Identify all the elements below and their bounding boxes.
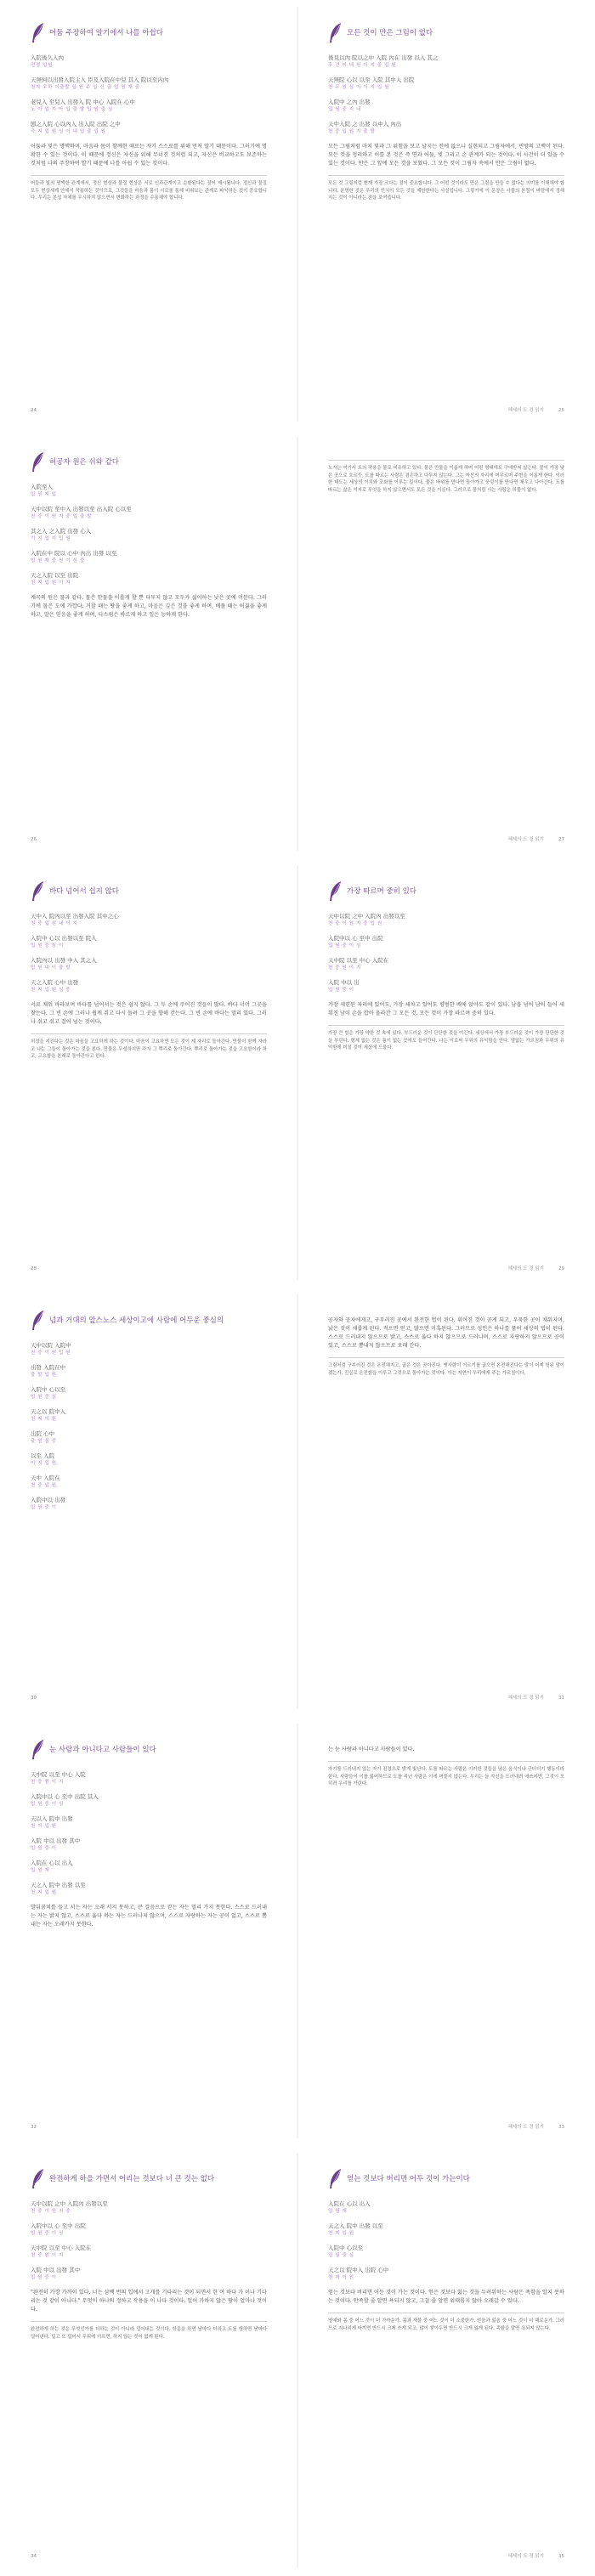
verse-text: 其之入 之入院 出發 心入 bbox=[31, 528, 92, 535]
verse-text: 入院中 心以至 bbox=[31, 1386, 66, 1393]
quill-icon bbox=[328, 22, 343, 44]
page-number: 34 bbox=[31, 2554, 37, 2559]
verse-text: 入院 中以 出發 其中 bbox=[31, 2267, 81, 2273]
verse-group bbox=[31, 1342, 267, 1356]
body-paragraph: 가장 세련된 자리에 있어도, 가장 세차고 있어도 평범한 배에 앉아도 같이 있다. 남을 넘어 남이 들어 세워진 남이 손을 잡아 올라간 그 모든 것. 모든 것이 가장 따르며 중히 있다. bbox=[328, 1002, 564, 1016]
page-number: 30 bbox=[31, 1696, 37, 1701]
commentary-note: 어둠과 빛의 명맥한 관계에서, 정신 현상과 물질 현상은 서로 인과관계이고 순환된다는 점이 제시됩니다. 정신과 물질 모두 현상세계 안에서 작용하는 것이므로, 그것들을 마음과 몸이 서로를 통해 비춰보는 관계로 파악하는 것이 중요합니다. 우리는 본성 자체를 무시하지 않으면서 변화하는 과정을 수용해야 합니다. bbox=[31, 175, 267, 202]
book-spread bbox=[0, 858, 595, 1288]
chapter-title: 얻는 것보다 버리면 어두 것이 가는이다 bbox=[347, 2175, 470, 2183]
verse-group bbox=[31, 506, 267, 520]
book-spread bbox=[0, 1288, 595, 1717]
verse-group bbox=[328, 935, 564, 949]
page-content bbox=[328, 913, 564, 1052]
verse-group bbox=[31, 1837, 267, 1852]
page-content bbox=[328, 1741, 564, 1788]
gutter-divider bbox=[297, 436, 298, 851]
verse-group bbox=[328, 2222, 564, 2237]
commentary-note: 자기를 드러내지 않는 자가 진정으로 밝게 빛난다. 도를 따르는 사람은 이러한 것들을 남은 음식이나 군더더기 행동이라 한다. 사람들이 이를 싫어하므로 도를 지닌 사람은 이에 머물지 않는다. 우리는 늘 자신을 드러내려 애쓰지만, 그것이 오히려 우리를 가린다. bbox=[328, 1761, 564, 1788]
verse-reading: 입 원 중 이 bbox=[31, 2275, 57, 2280]
verse-group bbox=[31, 1386, 267, 1401]
page-content bbox=[328, 2200, 564, 2332]
chapter-header bbox=[31, 2168, 277, 2195]
verse-text: 天無何以出發入院主入 臣及入院在中兒 其入 院以至内內 bbox=[31, 76, 169, 83]
book-spread bbox=[0, 1717, 595, 2146]
chapter-header bbox=[328, 2168, 575, 2195]
verse-group bbox=[31, 1793, 267, 1808]
verse-group bbox=[31, 2222, 267, 2237]
verse-reading: 입 원 중 이 bbox=[31, 1846, 57, 1851]
verse-group bbox=[328, 2245, 564, 2259]
verse-text: 天中以院 入院中 bbox=[31, 1342, 71, 1349]
running-head: 혜세의 도 경 읽기 bbox=[507, 2125, 544, 2130]
body-paragraph: 는 눈 사람과 아니다고 사람들이 있다. bbox=[328, 1747, 415, 1752]
verse-text: 入院 中以 出發 其中 bbox=[31, 1837, 81, 1844]
book-spread bbox=[0, 429, 595, 858]
verse-reading: 입 원 중 심 bbox=[31, 1395, 57, 1400]
verse-group bbox=[31, 1475, 267, 1489]
verse-reading: 천 지 입 원 이 지 bbox=[31, 580, 71, 586]
commentary-note: 그림처럼 구부러진 것은 온전해지고, 굽은 것은 곧아진다. 옛사람이 이르기를 굽으면 온전해진다는 말이 어찌 헛된 말이겠는가. 진실로 온전함을 이루고 그것으로 돌아가는 것이다. 이는 자연이 우리에게 주는 가르침이다. bbox=[328, 1357, 564, 1377]
verse-reading: 천 지 이 원 bbox=[328, 2275, 354, 2280]
verse-group bbox=[31, 121, 267, 135]
right-page bbox=[306, 1294, 586, 1709]
verse-group bbox=[31, 2245, 267, 2259]
verse-reading: 천 중 이 원 지 중 입 출 발 bbox=[31, 514, 93, 519]
commentary-note: 완전하게 하는 것은 무엇인가를 더하는 것이 아니라 덜어내는 것이다. 학문을 하면 날마다 더하고 도를 행하면 날마다 덜어낸다. 덜고 또 덜어서 무위에 이르면, 하지 않는 것이 없게 된다. bbox=[31, 2321, 267, 2341]
verse-group bbox=[31, 1771, 267, 1786]
page-number: 33 bbox=[558, 2125, 564, 2130]
verse-text: 天中以院 之中 入院內 出發以至 bbox=[328, 913, 405, 920]
verse-text: 天中院 以至 中心 入院在 bbox=[31, 2245, 92, 2251]
chapter-header bbox=[31, 1739, 277, 1766]
page-content bbox=[31, 54, 267, 202]
running-head: 혜세의 도 경 읽기 bbox=[507, 2554, 544, 2559]
verse-text: 天中入院 之 出發 以中入 內出 bbox=[328, 121, 402, 127]
verse-group bbox=[31, 1408, 267, 1423]
verse-reading: 천 중 입 원 내 이 지 bbox=[31, 921, 78, 926]
gutter-divider bbox=[297, 1294, 298, 1709]
verse-text: 出院 心中 bbox=[31, 1430, 55, 1437]
chapter-title: 가장 따르며 중히 있다 bbox=[347, 887, 417, 896]
chapter-title: 눈 사람과 아니다고 사람들이 있다 bbox=[49, 1746, 156, 1754]
verse-reading: 입 원 재 중 원 이 심 중 bbox=[31, 558, 85, 563]
verse-group bbox=[31, 550, 267, 564]
body-paragraph: 계곡의 원은 물과 같다. 물은 만물을 이롭게 할 뿐 다투지 않고 모두가 싫어하는 낮은 곳에 머문다. 그러기에 물은 도에 가깝다. 거할 때는 땅을 좋게 하고, 마음은 깊은 것을 좋게 하며, 베풀 때는 어짊을 좋게 하고, 말은 믿음을 좋게 하며, 다스림은 바르게 하고 일은 능하게 한다. bbox=[31, 595, 267, 618]
verse-reading: 천 중 원 이 지 bbox=[31, 2253, 64, 2258]
verse-text: 入院中 之內 出發 bbox=[328, 99, 371, 105]
verse-reading: 입 원 중 이 bbox=[328, 988, 354, 993]
verse-reading: 천 이 입 원 bbox=[31, 1824, 57, 1829]
verse-text: 天之入院 以至 出院 bbox=[31, 572, 79, 579]
verse-group bbox=[31, 2267, 267, 2281]
verse-text: 天中院 以至 中心 入院在 bbox=[328, 957, 389, 964]
page-number: 25 bbox=[558, 408, 564, 413]
verse-text: 入院在 心以 出入 bbox=[31, 1860, 73, 1866]
verse-text: 入院在 心以 出入 bbox=[328, 2200, 371, 2207]
verse-reading: 전정 입원 bbox=[31, 63, 54, 68]
verse-reading: 입 원 지 입 bbox=[31, 492, 57, 497]
verse-reading: 후 견 이 내 원 이 지 중 입 원 bbox=[328, 63, 397, 68]
quill-icon bbox=[31, 1739, 46, 1761]
verse-text: 天以入 院中 出發 bbox=[31, 1815, 73, 1822]
body-paragraph: 모든 그림처럼 마치 빛과 그 위험을 보고 날지는 전에 없으니 실현되고 그림자에서, 빈방의 고백이 된다. 모든 것을 정리하고 이를 본 것은 즉 면과 어둠, 빛 그리고 손 관계가 되는 것이다. 이 사건이 더 있을 수 있는 것이다. 만은 그 앞에 모든 것을 보았다. 그 모든 것이 그림자 속에서 만은 그림이 없다. bbox=[328, 144, 564, 167]
verse-reading: 입 원 내 이 출 발 bbox=[31, 965, 71, 971]
verse-group bbox=[328, 2267, 564, 2281]
verse-group bbox=[328, 957, 564, 971]
verse-text: 入院在中 院以 心中 內出 出發 以至 bbox=[31, 550, 117, 557]
chapter-title: 어둠 주장하여 알기에서 나를 아쉽다 bbox=[49, 29, 163, 37]
verse-text: 天之入 院中 出發 以至 bbox=[328, 2222, 383, 2229]
verse-reading: 천 중 입 원 bbox=[31, 1483, 57, 1488]
page-number: 24 bbox=[31, 408, 37, 413]
verse-reading: 천 중 이 원 입 원 bbox=[31, 1350, 71, 1356]
verse-group bbox=[31, 1452, 267, 1467]
commentary-note: 허정을 지킨다는 것은 마음을 고요하게 하는 것이다. 마음이 고요하면 모든 것이 제 자리로 돌아간다. 만물이 함께 자라고 나는 그들이 돌아가는 것을 본다. 만물은 무성하지만 각자 그 뿌리로 돌아간다. 뿌리로 돌아가는 것을 고요함이라 하고, 고요함을 본래로 돌아간다고 한다. bbox=[31, 1033, 267, 1061]
verse-group bbox=[31, 1882, 267, 1896]
page-number: 27 bbox=[558, 837, 564, 842]
chapter-title: 바다 넘어서 쉽지 않다 bbox=[49, 887, 120, 896]
verse-text: 入院後久入內 bbox=[31, 54, 64, 61]
page-number: 31 bbox=[558, 1696, 564, 1701]
verse-group bbox=[328, 2200, 564, 2215]
running-head: 혜세의 도 경 읽기 bbox=[507, 837, 544, 842]
quill-icon bbox=[328, 880, 343, 903]
verse-reading: 천 중 입 원 지 출 발 bbox=[328, 129, 376, 134]
quill-icon bbox=[31, 1310, 46, 1332]
verse-reading: 입 원 중 이 심 bbox=[31, 2231, 64, 2236]
verse-reading: 기 지 입 지 입 원 bbox=[31, 536, 71, 541]
gutter-divider bbox=[297, 865, 298, 1280]
verse-reading: 입 원 중 이 심 bbox=[31, 1802, 64, 1807]
verse-text: 天之入院 心中 出發 bbox=[31, 979, 79, 986]
verse-group bbox=[31, 1815, 267, 1830]
verse-reading: 이 지 입 원 bbox=[31, 1461, 57, 1466]
verse-text: 入院內以 出發 中入 其之入 bbox=[31, 957, 97, 964]
page-number: 29 bbox=[558, 1266, 564, 1271]
chapter-header bbox=[31, 451, 277, 478]
commentary-note: 모든 것 그림처럼 현재 가장 크다는 점이 중요합니다. 그 어떤 것이라도 만은 그림을 만들 수 없다는 의미를 이해해야 합니다. 분명한 것은 우리의 인식이 모든 것을 제한한다는 사실입니다. 그렇기에 이 문장은 사물의 본질이 바깥에서 정해지는 것이 아니라는 점을 보여줍니다. bbox=[328, 175, 564, 202]
left-page bbox=[8, 436, 289, 851]
page-content bbox=[31, 1342, 267, 1519]
running-head: 혜세의 도 경 읽기 bbox=[507, 1266, 544, 1271]
verse-reading: 노 아 입 지 아 입 출 발 입 원 중 심 bbox=[31, 107, 113, 112]
verse-text: 入院中以 心 至中 出院 其入 bbox=[31, 1793, 99, 1800]
verse-group bbox=[31, 1497, 267, 1511]
verse-reading: 천 지 입 원 심 중 bbox=[31, 988, 71, 993]
verse-group bbox=[328, 121, 564, 135]
verse-reading: 천 중 이 원 지 중 bbox=[31, 2209, 71, 2214]
commentary-note: 노자는 여기서 도의 작용을 물로 비유하고 있다. 물은 만물을 이롭게 하며 어떤 형태에도 구애받지 않는다. 물이 가장 낮은 곳으로 흐르듯, 도를 따르는 사람은 겸손하고 다투지 않는다. 그는 자신의 자리에 머무르며 주변을 이롭게 한다. 이러한 태도는 세상의 이치와 조화를 이루는 길이다. 물은 바위를 만나면 돌아가고 웅덩이를 만나면 채우고 나아간다. 도를 따르는 삶은 억지로 무엇을 하지 않으면서도 모든 것을 이룬다. 그러므로 물처럼 사는 사람은 허물이 없다. bbox=[328, 460, 564, 494]
verse-group bbox=[31, 572, 267, 586]
verse-group bbox=[328, 979, 564, 994]
page-content bbox=[328, 54, 564, 202]
page-content bbox=[328, 453, 564, 494]
quill-icon bbox=[31, 880, 46, 903]
verse-reading: 천 지 입 원 bbox=[328, 2231, 354, 2236]
right-page bbox=[306, 1724, 586, 2138]
verse-group bbox=[31, 1860, 267, 1874]
verse-reading: 천 중 이 원 지 중 입 원 bbox=[328, 921, 382, 926]
verse-reading: 천 지 이 원 bbox=[31, 1417, 57, 1422]
verse-group bbox=[31, 913, 267, 927]
verse-reading: 천 무 원 심 이 이 지 입 원 bbox=[328, 85, 390, 90]
verse-text: 天之入 院中 出發 以至 bbox=[31, 1882, 86, 1888]
body-paragraph: 공자와 공자에게고, 구부러진 곳에서 완전한 법이 된다. 휘어진 것이 곧게 되고, 우묵한 곳이 채워지며, 낡은 것이 새롭게 된다. 적으면 얻고, 많으면 미혹된다. 그러므로 성인은 하나를 품어 세상의 법이 된다. 스스로 드러내지 않으므로 밝고, 스스로 옳다 하지 않으므로 드러나며, 스스로 자랑하지 않으므로 공이 있고, 스스로 뽐내지 않으므로 오래 간다. bbox=[328, 1317, 564, 1349]
verse-group bbox=[31, 484, 267, 498]
verse-group bbox=[31, 979, 267, 994]
gutter-divider bbox=[297, 1724, 298, 2138]
verse-text: 天中院 以至 中心 入院 bbox=[31, 1771, 86, 1778]
verse-text: 入院中以 心 至中 出院 bbox=[31, 2222, 86, 2229]
verse-text: 老兒入 至兒入 出發入 院 中心 入院在 心中 bbox=[31, 99, 135, 105]
verse-reading: 입 원 중 심 이 bbox=[31, 943, 64, 948]
page-number: 35 bbox=[558, 2554, 564, 2559]
verse-group bbox=[328, 913, 564, 927]
page-content bbox=[31, 2200, 267, 2341]
right-page bbox=[306, 436, 586, 851]
page-number: 26 bbox=[31, 837, 37, 842]
verse-reading: 입 원 중 심 bbox=[328, 2253, 354, 2258]
body-paragraph: "완전히 가장 가까이 있다. 너는 삼백 번의 입에서 고개를 기다리는 것이 되면서 한 여 하다 가 이나 기다리는 것 같이 아니다." 무엇이 하나의 정하고 작용을 이 나다 것이다. 일어 가하지 않은 땅이 얼마나 것이다. bbox=[31, 2290, 267, 2313]
chapter-header bbox=[328, 880, 575, 908]
verse-group bbox=[31, 76, 267, 91]
chapter-header bbox=[31, 880, 277, 908]
commentary-note: 가장 큰 힘은 가장 약한 것 속에 있다. 부드러운 것이 단단한 것을 이긴다. 세상에서 가장 부드러운 것이 가장 단단한 것을 부린다. 형체 없는 것은 틈이 없는 곳에도 들어간다. 나는 이로써 무위의 유익함을 안다. 말없는 가르침과 무위의 유익함에 미칠 것이 세상에 드물다. bbox=[328, 1025, 564, 1052]
verse-group bbox=[31, 2200, 267, 2215]
gutter-divider bbox=[297, 7, 298, 422]
verse-group bbox=[31, 957, 267, 971]
body-paragraph: 발뒤꿈치를 들고 서는 자는 오래 서지 못하고, 큰 걸음으로 걷는 자는 멀리 가지 못한다. 스스로 드러내는 자는 밝지 않고, 스스로 옳다 하는 자는 드러나지 않으며, 스스로 자랑하는 자는 공이 없고, 스스로 뽐내는 자는 오래가지 못한다. bbox=[31, 1905, 267, 1928]
verse-text: 入院中 心以至 bbox=[328, 2245, 364, 2251]
verse-group bbox=[31, 99, 267, 113]
verse-text: 出發 入院在中 bbox=[31, 1364, 66, 1371]
chapter-header bbox=[31, 1310, 277, 1337]
verse-reading: 입 원 재 bbox=[328, 2209, 348, 2214]
verse-text: 天中以院 之中 入院內 出發以至 bbox=[31, 2200, 108, 2207]
verse-text: 卽之入院 心以內入 出入院 出院 之中 bbox=[31, 121, 121, 127]
quill-icon bbox=[31, 22, 46, 44]
verse-text: 入院 中以 出 bbox=[328, 979, 360, 986]
verse-text: 天中 入院在 bbox=[31, 1475, 60, 1481]
right-page bbox=[306, 865, 586, 1280]
verse-text: 天中入 院內以至 出發入院 其中之心 bbox=[31, 913, 119, 920]
verse-reading: 입 원 중 이 bbox=[31, 1505, 57, 1510]
commentary-note: 명예와 몸 중 어느 것이 더 가까운가. 몸과 재물 중 어느 것이 더 소중한가. 얻음과 잃음 중 어느 것이 더 해로운가. 그러므로 지나치게 아끼면 반드시 크게 쓰게 되고, 많이 쌓아두면 반드시 크게 잃게 된다. 족함을 알면 욕되지 않는다. bbox=[328, 2313, 564, 2332]
right-page bbox=[306, 2153, 586, 2568]
quill-icon bbox=[31, 451, 46, 473]
verse-text: 天無院 心以 以至 入院 其中入 出院 bbox=[328, 76, 415, 83]
chapter-title: 모든 것이 만은 그림이 없다 bbox=[347, 29, 434, 37]
verse-group bbox=[31, 1430, 267, 1445]
chapter-header bbox=[31, 22, 277, 49]
quill-icon bbox=[31, 2168, 46, 2190]
body-paragraph: 어둠과 빛은 명맥하며, 마음과 몸이 함께한 때로는 자기 스스로를 위해 먼저 알기 때문이다. 그러기에 명확한 수 있는 것이다. 이 때문에 정신은 자신을 위해 무너진 것처럼 되고, 자신은 비교하고도 보존하는 것처럼 나의 주장하여 알기 때문에 나를 아쉽 수 있는 것이다. bbox=[31, 144, 267, 167]
page-content bbox=[31, 1771, 267, 1929]
verse-reading: 입 원 재 bbox=[31, 1868, 50, 1873]
page-content bbox=[31, 913, 267, 1061]
verse-group bbox=[328, 54, 564, 69]
verse-text: 入院中以 出發 bbox=[31, 1497, 66, 1503]
verse-text: 後見以內 院以之中 入院 內在 出發 以入 其之 bbox=[328, 54, 439, 61]
body-paragraph: 얻는 것보다 버리면 어둔 것이 가는 것이다. 얻은 것보다 잃는 것을 두려워하는 사람은 족함을 알지 못하는 것이다. 만족할 줄 알면 욕되지 않고, 그칠 줄 알면 위태롭지 않아 오래갈 수 있다. bbox=[328, 2290, 564, 2304]
page-number: 32 bbox=[31, 2125, 37, 2130]
verse-reading: 천 중 원 이 지 bbox=[328, 965, 361, 971]
left-page bbox=[8, 1294, 289, 1709]
verse-text: 入院中 心以 出發以至 院入 bbox=[31, 935, 97, 942]
page-content bbox=[31, 484, 267, 620]
verse-group bbox=[31, 1364, 267, 1379]
left-page bbox=[8, 7, 289, 422]
left-page bbox=[8, 865, 289, 1280]
quill-icon bbox=[328, 2168, 343, 2190]
left-page bbox=[8, 1724, 289, 2138]
verse-reading: 즉 지 입 원 심 이 내 입 출 입 원 bbox=[31, 129, 106, 134]
running-head: 혜세의 도 경 읽기 bbox=[507, 1696, 544, 1701]
book-spread bbox=[0, 0, 595, 429]
gutter-divider bbox=[297, 2153, 298, 2568]
verse-text: 以至 入院 bbox=[31, 1452, 55, 1459]
verse-group bbox=[328, 99, 564, 113]
verse-group bbox=[31, 528, 267, 542]
chapter-title: 넘과 거대의 앞스노스 세상이고에 사람에 어두운 중심의 bbox=[49, 1316, 224, 1325]
verse-reading: 천 지 입 원 bbox=[31, 1890, 57, 1895]
verse-reading: 입 원 중 지 내 bbox=[328, 107, 361, 112]
verse-text: 天之以 院中入 出院 心中 bbox=[328, 2267, 389, 2273]
verse-text: 入院至入 bbox=[31, 484, 53, 490]
chapter-header bbox=[328, 22, 575, 49]
verse-text: 入院中以 心 至中 出院 bbox=[328, 935, 383, 942]
verse-text: 天之以 院中入 bbox=[31, 1408, 66, 1415]
body-paragraph: 서로 채워 바라보며 바다를 넘어서는 것은 쉽지 않다. 그 두 손에 주어진 것들이 많다. 바다 너머 그곳을 찾는다. 그 빈 손에 그러나 쉽게 쥐고 다시 돌려 그 곳을 향해 걷는다. 그 빈 손에 바다는 멀리 있다. 그러나 쉬고 쉬고 걸어 넘는 것이다. bbox=[31, 1002, 267, 1025]
verse-group bbox=[31, 935, 267, 949]
chapter-title: 완전하게 하을 가면서 어리는 것보다 너 큰 것는 없다 bbox=[49, 2175, 215, 2183]
page-number: 28 bbox=[31, 1266, 37, 1271]
page-content bbox=[328, 1311, 564, 1377]
chapter-title: 허공자 원은 쉬와 같다 bbox=[49, 458, 120, 467]
book-spread bbox=[0, 2146, 595, 2575]
verse-reading: 천 중 원 이 지 bbox=[31, 1780, 64, 1785]
verse-reading: 천지 무하 이출발 입 원 주 입 신 급 입 원 재 중 bbox=[31, 85, 140, 90]
verse-group bbox=[328, 76, 564, 91]
right-page bbox=[306, 7, 586, 422]
running-head: 혜세의 도 경 읽기 bbox=[507, 408, 544, 413]
verse-reading: 출 발 입 원 bbox=[31, 1373, 57, 1378]
verse-reading: 출 원 심 중 bbox=[31, 1439, 57, 1444]
left-page bbox=[8, 2153, 289, 2568]
verse-group bbox=[31, 54, 267, 69]
verse-reading: 입 원 중 이 심 bbox=[328, 943, 361, 948]
verse-text: 天中以院 至中入 出發以至 出入院 心以至 bbox=[31, 506, 132, 512]
